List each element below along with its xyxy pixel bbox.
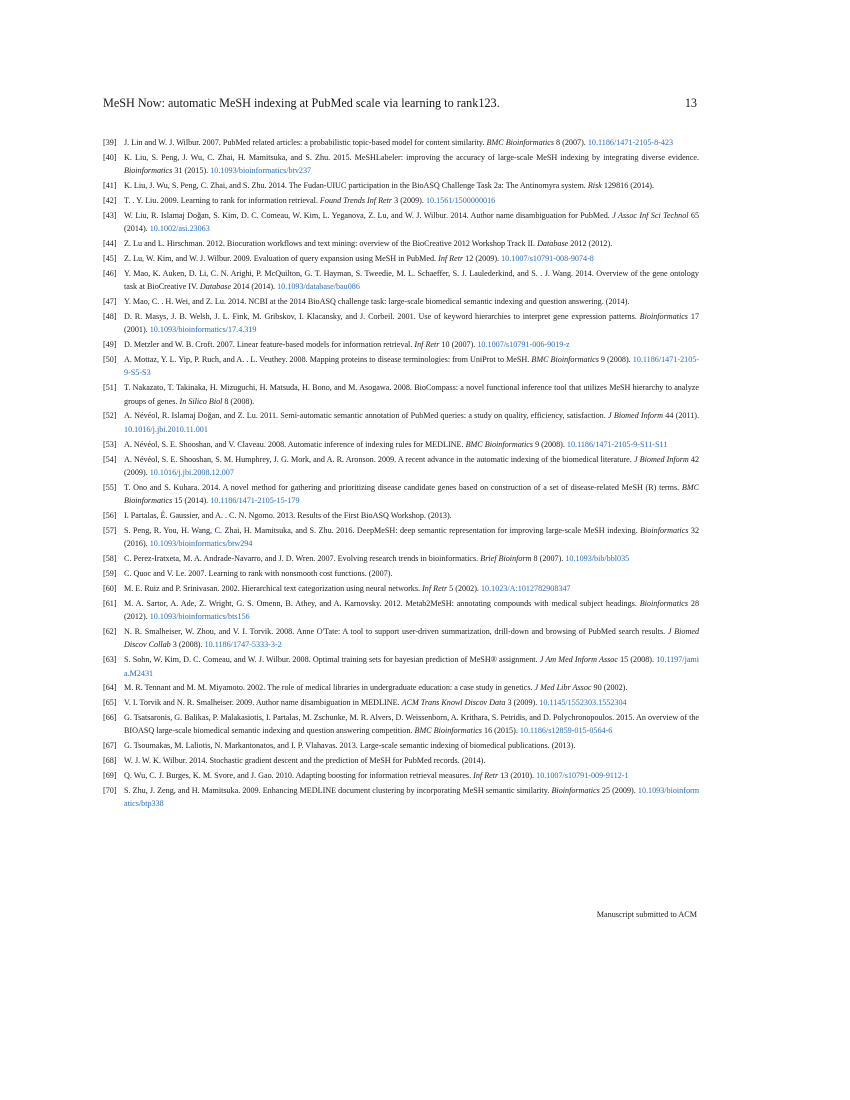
reference-item [103,653,699,680]
reference-number: [41] [103,181,117,191]
reference-number: [48] [103,311,117,321]
page-number: 13 [684,96,697,110]
reference-text: V. I. Torvik and N. R. Smalheiser. 2009. Author name disambiguation in MEDLINE. [124,698,400,708]
reference-item [103,681,699,694]
doi-link[interactable]: 10.1016/j.jbi.2010.11.001 [124,424,208,434]
reference-number: [67] [103,741,117,751]
reference-number: [60] [103,583,117,593]
reference-volume: 2014 (2014). [233,282,276,292]
reference-text: A. Névéol, S. E. Shooshan, and V. Claveau. 2008. Automatic inference of indexing rules for MEDLINE. [124,439,464,449]
doi-link[interactable]: 10.1093/bioinformatics/btv237 [210,166,312,176]
reference-text: D. Metzler and W. B. Croft. 2007. Linear feature-based models for information retrieval. [124,340,413,350]
reference-number: [66] [103,713,117,723]
reference-number: [54] [103,454,117,464]
reference-text: D. R. Masys, J. B. Welsh, J. L. Fink, M. Gribskov, I. Klacansky, and J. Corbeil. 2001. Use of keyword hierarchies to interpret gene expression patterns. [124,311,637,321]
reference-volume: 3 (2009). [507,698,538,708]
reference-text: C. Perez-Iratxeta, M. A. Andrade-Navarro, and J. D. Wren. 2007. Evolving research trends in bioinformatics. [124,554,479,564]
reference-venue: J Am Med Inform Assoc [539,655,618,665]
reference-text: Y. Mao, C. . H. Wei, and Z. Lu. 2014. NCBI at the 2014 BioASQ challenge task: large-scale biomedical semantic indexing and question answering. (2014). [124,296,630,306]
reference-volume: 129816 (2014). [603,181,654,191]
reference-venue: J Biomed Inform [608,411,664,421]
reference-number: [49] [103,340,117,350]
reference-text: T. Ono and S. Kuhara. 2014. A novel method for gathering and prioritizing disease candidate genes based on construction of a set of disease-related MeSH (R) terms. [124,482,680,492]
reference-volume: 25 (2009). [601,785,636,795]
reference-text: Z. Lu and L. Hirschman. 2012. Biocuration workflows and text mining: overview of the BioCreative 2012 Workshop Track II. [124,239,536,249]
reference-volume: 3 (2009). [394,195,424,205]
reference-volume: 9 (2008). [535,439,565,449]
reference-volume: 42 (2009). [124,454,699,477]
reference-volume: 9 (2008). [600,354,631,364]
reference-item [103,625,699,652]
reference-venue: BMC Bioinformatics [531,354,599,364]
reference-item [103,209,699,236]
reference-venue: Inf Retr [422,583,448,593]
reference-number: [57] [103,525,117,535]
reference-venue: J Med Libr Assoc [534,683,592,693]
reference-text: A. Névéol, R. Islamaj Doğan, and Z. Lu. 2011. Semi-automatic semantic annotation of PubMed queries: a study on quality, efficiency, satisfaction. [124,411,606,421]
reference-text: J. Lin and W. J. Wilbur. 2007. PubMed related articles: a probabilistic topic-based model for content similarity. [124,138,485,147]
reference-number: [47] [103,296,117,306]
reference-volume: 8 (2007). [533,554,564,564]
doi-link[interactable]: 10.1186/1471-2105-8-423 [587,138,674,147]
reference-item [103,267,699,294]
reference-venue: BMC Bioinformatics [486,138,554,147]
reference-number: [61] [103,598,117,608]
reference-volume: 15 (2008). [620,655,655,665]
reference-item [103,711,699,738]
reference-item [103,481,699,508]
doi-link[interactable]: 10.1093/bioinformatics/btp338 [124,785,700,809]
reference-item [103,295,699,308]
reference-text: S. Sohn, W. Kim, D. C. Comeau, and W. J. Wilbur. 2008. Optimal training sets for bayesian prediction of MeSH® assignment. [124,655,538,665]
reference-number: [55] [103,482,117,492]
reference-item [103,524,699,551]
doi-link[interactable]: 10.1093/bib/bbl035 [565,554,630,564]
reference-volume: 13 (2010). [500,771,535,780]
reference-volume: 28 (2012). [124,598,699,622]
reference-volume: 31 (2015). [174,166,209,176]
reference-number: [39] [103,138,117,147]
reference-number: [43] [103,210,117,220]
doi-link[interactable]: 10.1007/s10791-006-9019-z [477,340,570,350]
reference-item [103,438,699,451]
reference-text: M. A. Sartor, A. Ade, Z. Wright, G. S. Omenn, B. Athey, and A. Karnovsky. 2012. Metab2MeSH: annotating compounds with medical subject headings. [124,598,637,608]
reference-venue: BMC Bioinformatics [124,482,700,506]
reference-number: [62] [103,626,117,636]
reference-item [103,784,699,811]
reference-item [103,179,699,192]
reference-text: A. Mottaz, Y. L. Yip, P. Ruch, and A. . L. Veuthey. 2008. Mapping proteins to disease terminologies: from UniProt to MeSH. [124,354,530,364]
reference-number: [69] [103,771,117,780]
reference-volume: 90 (2002). [593,683,628,693]
reference-venue: In Silico Biol [179,396,223,406]
doi-link[interactable]: 10.1093/bioinformatics/17.4.319 [149,325,257,335]
reference-volume: 32 (2016). [124,525,700,549]
reference-number: [46] [103,268,117,278]
reference-item [103,509,699,522]
reference-number: [44] [103,239,117,249]
reference-number: [50] [103,354,117,364]
reference-number: [70] [103,785,117,795]
reference-item [103,754,699,767]
reference-text: W. J. W. K. Wilbur. 2014. Stochastic gradient descent and the prediction of MeSH for PubMed records. (2014). [124,756,486,766]
reference-text: N. R. Smalheiser, W. Zhou, and V. I. Torvik. 2008. Anne O'Tate: A tool to support user-driven summarization, drill-down and browsing of PubMed search results. [124,626,666,636]
doi-link[interactable]: 10.1016/j.jbi.2008.12.007 [149,467,234,477]
reference-venue: Bioinformatics [124,166,173,176]
reference-number: [64] [103,683,117,693]
running-title: MeSH Now: automatic MeSH indexing at PubMed scale via learning to rank123. [103,96,500,110]
reference-item [103,237,699,250]
reference-text: Q. Wu, C. J. Burges, K. M. Svore, and J. Gao. 2010. Adapting boosting for information retrieval measures. [124,771,472,780]
reference-item [103,582,699,595]
doi-link[interactable]: 10.1093/bioinformatics/btw294 [149,539,253,549]
reference-text: G. Tsoumakas, M. Laliotis, N. Markantonatos, and I. P. Vlahavas. 2013. Large-scale semantic indexing of biomedical publications. (2013). [124,741,576,751]
reference-volume: 3 (2008). [172,640,203,650]
reference-item [103,353,699,380]
reference-text: I. Partalas, É. Gaussier, and A. . C. N. Ngomo. 2013. Results of the First BioASQ Workshop. (2013). [124,511,452,520]
reference-number: [53] [103,439,117,449]
reference-number: [65] [103,698,117,708]
doi-link[interactable]: 10.1186/s12859-015-0564-6 [519,726,613,736]
reference-number: [56] [103,511,117,520]
reference-venue: J Assoc Inf Sci Technol [612,210,689,220]
reference-number: [63] [103,655,117,665]
reference-text: S. Zhu, J. Zeng, and H. Mamitsuka. 2009. Enhancing MEDLINE document clustering by incorporating MeSH semantic similarity. [124,785,550,795]
reference-volume: 8 (2007). [556,138,586,147]
reference-venue: Inf Retr [414,340,440,350]
doi-link[interactable]: 10.1186/1747-5333-3-2 [204,640,282,650]
reference-venue: Database [199,282,232,292]
reference-number: [58] [103,554,117,564]
reference-text: K. Liu, J. Wu, S. Peng, C. Zhai, and S. Zhu. 2014. The Fudan-UIUC participation in the BioASQ Challenge Task 2a: The Antinomyra system. [124,181,586,191]
reference-venue: Brief Bioinform [480,554,532,564]
reference-item [103,567,699,580]
reference-number: [59] [103,568,117,578]
reference-volume: 10 (2007). [441,340,476,350]
reference-volume: 17 (2001). [124,311,699,335]
reference-item [103,597,699,624]
reference-item [103,696,699,709]
footer-note: Manuscript submitted to ACM [596,910,697,919]
doi-link[interactable]: 10.1093/bioinformatics/bts156 [149,612,250,622]
reference-text: T. . Y. Liu. 2009. Learning to rank for information retrieval. [124,195,318,205]
reference-text: K. Liu, S. Peng, J. Wu, C. Zhai, H. Mamitsuka, and S. Zhu. 2015. MeSHLabeler: improving the accuracy of large-scale MeSH indexing by integrating diverse evidence. [124,152,699,162]
reference-venue: BMC Bioinformatics [465,439,534,449]
reference-number: [52] [103,411,117,421]
reference-item [103,453,699,480]
reference-venue: J Biomed Inform [633,454,689,464]
reference-item [103,381,699,408]
reference-item [103,409,699,436]
doi-link[interactable]: 10.1145/1552303.1552304 [539,698,627,708]
reference-venue: J Biomed Discov Collab [124,626,700,650]
reference-volume: 44 (2011). [665,411,700,421]
reference-item [103,552,699,565]
reference-number: [45] [103,253,117,263]
reference-item [103,136,699,149]
doi-link[interactable]: 10.1002/asi.23063 [149,224,210,234]
reference-text: G. Tsatsaronis, G. Balikas, P. Malakasiotis, I. Partalas, M. Zschunke, M. R. Alvers, D. Weissenborn, A. Krithara, S. Petridis, and D. Polychronopoulos. 2015. An overview of the BIOASQ large-scale biomedical semantic indexing and question answering competition. [124,713,699,736]
reference-text: M. E. Ruiz and P. Srinivasan. 2002. Hierarchical text categorization using neural networks. [124,583,421,593]
reference-text: Y. Mao, K. Auken, D. Li, C. N. Arighi, P. McQuilton, G. T. Hayman, S. Tweedie, M. L. Schaeffer, S. J. Laulederkind, and S. . J. Wang. 2014. Overview of the gene ontology task at BioCreative IV. [124,268,699,292]
reference-item [103,739,699,752]
doi-link[interactable]: 10.1561/1500000016 [425,195,496,205]
reference-item [103,194,699,207]
reference-number: [51] [103,383,117,393]
reference-text: W. Liu, R. Islamaj Doğan, S. Kim, D. C. Comeau, W. Kim, L. Yeganova, Z. Lu, and W. J. Wilbur. 2014. Author name disambiguation for PubMed. [124,210,610,220]
reference-number: [68] [103,756,117,766]
reference-volume: 2012 (2012). [570,239,613,249]
doi-link[interactable]: 10.1186/1471-2105-9-S5-S3 [124,354,700,378]
doi-link[interactable]: 10.1197/jamia.M2431 [124,655,700,678]
reference-text: C. Quoc and V. Le. 2007. Learning to rank with nonsmooth cost functions. (2007). [124,568,393,578]
reference-venue: ACM Trans Knowl Discov Data [401,698,506,708]
reference-item [103,769,699,782]
reference-volume: 8 (2008). [224,396,255,406]
reference-number: [42] [103,195,117,205]
reference-venue: Database [537,239,569,249]
reference-text: T. Nakazato, T. Takinaka, H. Mizuguchi, H. Matsuda, H. Bono, and M. Asogawa. 2008. BioCompass: a novel functional inference tool that utilizes MeSH hierarchy to analyze groups of genes. [124,383,699,406]
doi-link[interactable]: 10.1186/1471-2105-15-179 [210,496,300,506]
reference-venue: Bioinformatics [639,311,688,321]
reference-volume: 5 (2002). [449,583,479,593]
running-header [103,96,697,112]
doi-link[interactable]: 10.1007/s10791-009-9112-1 [536,771,629,780]
reference-number: [40] [103,152,117,162]
reference-volume: 15 (2014). [174,496,209,506]
reference-text: Z. Lu, W. Kim, and W. J. Wilbur. 2009. Evaluation of query expansion using MeSH in PubMed. [124,253,437,263]
reference-list [103,136,699,812]
reference-venue: Bioinformatics [640,525,689,535]
doi-link[interactable]: 10.1007/s10791-008-9074-8 [501,253,594,263]
reference-item [103,338,699,351]
reference-venue: Inf Retr [473,771,499,780]
reference-volume: 12 (2009). [465,253,500,263]
reference-item [103,310,699,337]
reference-venue: BMC Bioinformatics [414,726,482,736]
reference-venue: Inf Retr [438,253,464,263]
doi-link[interactable]: 10.1023/A:1012782908347 [480,583,571,593]
reference-venue: Risk [587,181,602,191]
reference-venue: Bioinformatics [551,785,600,795]
reference-venue: Found Trends Inf Retr [319,195,393,205]
doi-link[interactable]: 10.1093/database/bau086 [277,282,360,292]
reference-venue: Bioinformatics [639,598,689,608]
reference-text: M. R. Tennant and M. M. Miyamoto. 2002. The role of medical libraries in undergraduate education: a case study in genetics. [124,683,533,693]
reference-text: S. Peng, R. You, H. Wang, C. Zhai, H. Mamitsuka, and S. Zhu. 2016. DeepMeSH: deep semantic representation for improving large-scale MeSH indexing. [124,525,638,535]
doi-link[interactable]: 10.1186/1471-2105-9-S11-S11 [566,439,668,449]
reference-volume: 16 (2015). [484,726,518,736]
reference-item [103,151,699,178]
reference-text: A. Névéol, S. E. Shooshan, S. M. Humphrey, J. G. Mork, and A. R. Aronson. 2009. A recent advance in the automatic indexing of the biomedical literature. [124,454,632,464]
reference-volume: 65 (2014). [124,210,700,234]
reference-item [103,252,699,265]
